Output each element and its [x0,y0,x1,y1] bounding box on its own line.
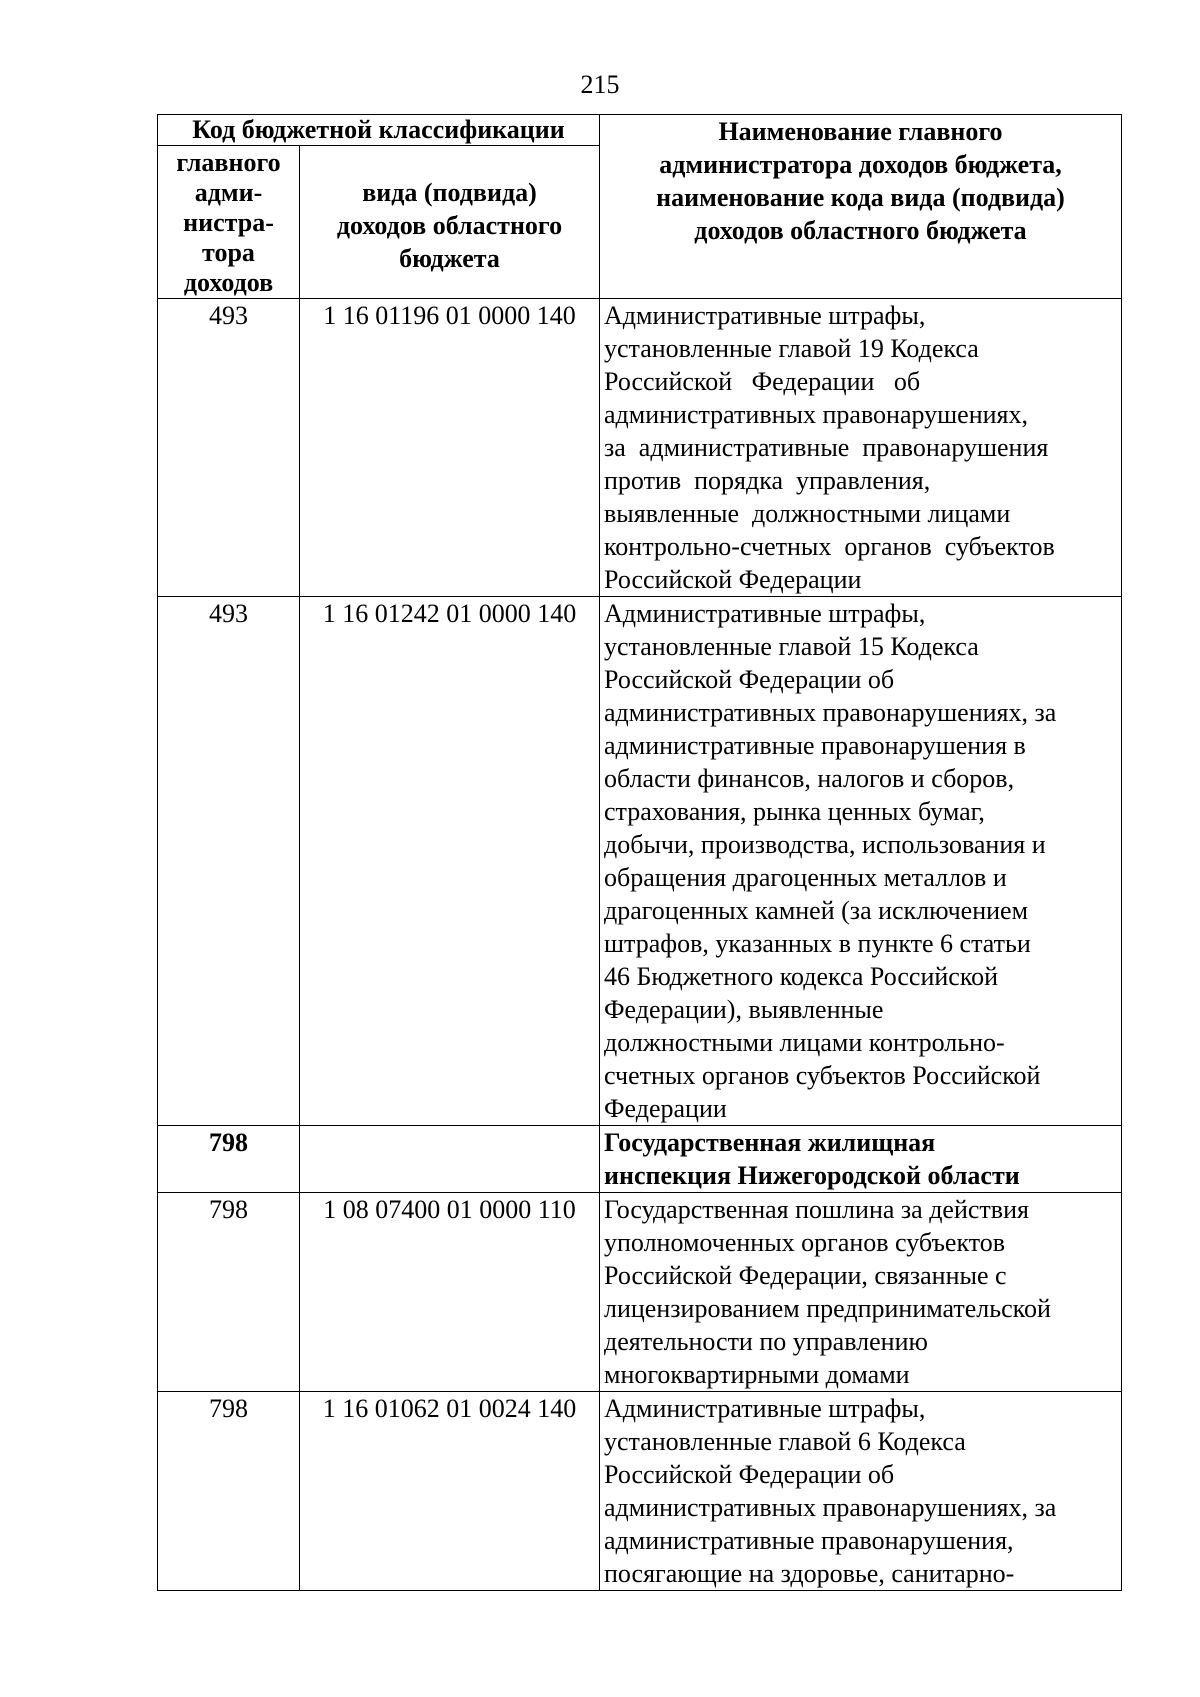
description-line: счетных органов субъектов Российской [604,1061,1041,1090]
description-line: Государственная жилищная [604,1128,936,1157]
description-line: драгоценных камней (за исключением [604,896,1029,925]
header-admin-line: адми- [194,178,263,207]
table-body [158,299,1122,1591]
table-row [158,597,1122,1126]
header-code-line: бюджета [399,244,500,273]
description-line: административных правонарушениях, [604,400,1028,429]
header-code-line: доходов областного [336,211,563,240]
budget-classification-table [157,114,1122,1591]
admin-code-cell: 798 [158,1392,300,1591]
admin-code-cell: 493 [158,299,300,597]
header-admin-line: доходов [183,268,274,297]
description-line: установленные главой 15 Кодекса [604,632,979,661]
description-line: Российской Федерации об [604,1460,895,1489]
header-code-column [300,146,600,299]
description-line: против порядка управления, [604,466,931,495]
header-admin-line: главного [176,148,281,177]
table-row [158,1392,1122,1591]
budget-code-cell: 1 08 07400 01 0000 110 [300,1193,600,1392]
description-line: административных правонарушениях, за [604,1493,1057,1522]
header-group-title: Код бюджетной классификации [158,115,600,146]
description-line: Российской Федерации [604,565,862,594]
description-line: административные правонарушения, [604,1526,1014,1555]
description-line: лицензированием предпринимательской [604,1294,1051,1323]
table-row-administrator [158,1126,1122,1193]
description-line: за административные правонарушения [604,433,1049,462]
description-line: Российской Федерации, связанные с [604,1261,1007,1290]
description-line: Российской Федерации об [604,367,921,396]
description-line: должностными лицами контрольно- [604,1028,1005,1057]
admin-code-cell: 493 [158,597,300,1126]
admin-code-cell: 798 [158,1193,300,1392]
header-name-line: Наименование главного [718,117,1003,146]
header-name-column [600,115,1122,299]
description-line: инспекция Нижегородской области [604,1161,1020,1190]
description-line: посягающие на здоровье, санитарно- [604,1559,1015,1588]
description-line: административные правонарушения в [604,731,1026,760]
description-line: области финансов, налогов и сборов, [604,764,1015,793]
budget-code-cell [300,1126,600,1193]
header-admin-column [158,146,300,299]
budget-code-cell: 1 16 01242 01 0000 140 [300,597,600,1126]
description-line: страхования, рынка ценных бумаг, [604,797,985,826]
description-line: обращения драгоценных металлов и [604,863,1007,892]
description-line: выявленные должностными лицами [604,499,1011,528]
description-line: многоквартирными домами [604,1360,910,1389]
budget-code-cell: 1 16 01062 01 0024 140 [300,1392,600,1591]
table-row [158,1193,1122,1392]
description-line: установленные главой 19 Кодекса [604,334,979,363]
description-line: Административные штрафы, [604,599,926,628]
description-line: Федерации), выявленные [604,995,884,1024]
description-line: деятельности по управлению [604,1327,928,1356]
description-line: административных правонарушениях, за [604,698,1057,727]
description-line: Административные штрафы, [604,1394,926,1423]
description-cell [600,1126,1122,1193]
header-admin-line: тора [202,238,255,267]
header-name-line: доходов областного бюджета [694,216,1027,245]
budget-code-cell: 1 16 01196 01 0000 140 [300,299,600,597]
description-line: добычи, производства, использования и [604,830,1046,859]
description-line: Российской Федерации об [604,665,895,694]
description-cell [600,1193,1122,1392]
admin-code-cell: 798 [158,1126,300,1193]
description-line: контрольно-счетных органов субъектов [604,532,1055,561]
header-name-line: наименование кода вида (подвида) [656,183,1065,212]
header-name-line: администратора доходов бюджета, [659,150,1062,179]
description-cell [600,1392,1122,1591]
header-row-group [158,115,1122,146]
table-row [158,299,1122,597]
description-line: 46 Бюджетного кодекса Российской [604,962,999,991]
header-code-line: вида (подвида) [362,178,537,207]
description-cell [600,299,1122,597]
description-line: Административные штрафы, [604,301,926,330]
description-cell [600,597,1122,1126]
description-line: штрафов, указанных в пункте 6 статьи [604,929,1031,958]
page-number: 215 [580,70,620,99]
description-line: Государственная пошлина за действия [604,1195,1029,1224]
description-line: Федерации [604,1094,727,1123]
description-line: установленные главой 6 Кодекса [604,1427,966,1456]
header-admin-line: нистра- [183,208,274,237]
description-line: уполномоченных органов субъектов [604,1228,1006,1257]
